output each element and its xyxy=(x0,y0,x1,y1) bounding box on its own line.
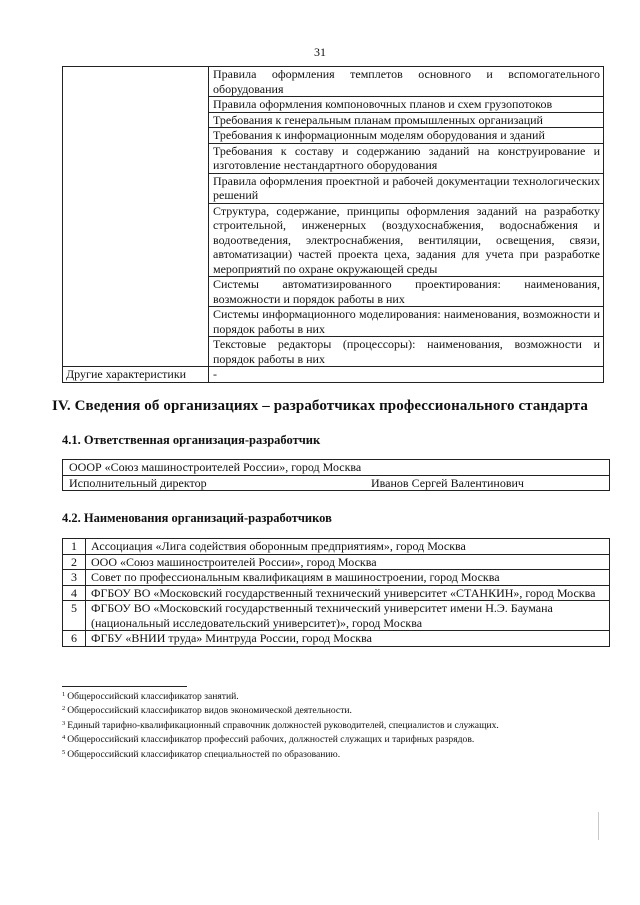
table-row xyxy=(63,585,610,601)
responsible-position: Исполнительный директор xyxy=(63,475,366,491)
row-number: 2 xyxy=(63,554,86,570)
knowledge-item: Требования к генеральным планам промышленных организаций xyxy=(209,112,604,128)
row-number: 6 xyxy=(63,631,86,647)
knowledge-table xyxy=(62,66,604,383)
org-name: ФГБОУ ВО «Московский государственный технический университет «СТАНКИН», город Москва xyxy=(86,585,610,601)
footnote-mark: 4 xyxy=(62,734,66,742)
footnote-mark: 5 xyxy=(62,748,66,756)
table-row xyxy=(63,475,610,491)
knowledge-item: Системы информационного моделирования: наименования, возможности и порядок работы в них xyxy=(209,307,604,337)
footnote-text: Единый тарифно-квалификационный справочник должностей руководителей, специалистов и служащих. xyxy=(67,719,499,731)
org-name: Совет по профессиональным квалификациям в машиностроении, город Москва xyxy=(86,570,610,586)
responsible-org-name: ОООР «Союз машиностроителей России», город Москва xyxy=(63,460,610,476)
responsible-org-heading: 4.1. Ответственная организация-разработчик xyxy=(62,433,321,447)
row-number: 4 xyxy=(63,585,86,601)
footnote-mark: 3 xyxy=(62,719,66,727)
knowledge-item: Текстовые редакторы (процессоры): наименования, возможности и порядок работы в них xyxy=(209,337,604,367)
org-name: ФГБУ «ВНИИ труда» Минтруда России, город Москва xyxy=(86,631,610,647)
knowledge-item: Системы автоматизированного проектирования: наименования, возможности и порядок работы в них xyxy=(209,277,604,307)
footnote-text: Общероссийский классификатор профессий рабочих, должностей служащих и тарифных разрядов. xyxy=(67,734,475,746)
page-number: 31 xyxy=(314,45,326,59)
table-row xyxy=(63,367,604,383)
knowledge-item: Требования к информационным моделям оборудования и зданий xyxy=(209,128,604,144)
row-number: 3 xyxy=(63,570,86,586)
footnote-mark: 2 xyxy=(62,705,66,713)
footnote xyxy=(62,703,602,717)
other-characteristics-value: - xyxy=(209,367,604,383)
table-row xyxy=(63,460,610,476)
row-number: 1 xyxy=(63,539,86,555)
section-title: IV. Сведения об организациях – разработчиках профессионального стандарта xyxy=(51,398,589,414)
knowledge-item: Правила оформления проектной и рабочей документации технологических решений xyxy=(209,173,604,203)
responsible-person: Иванов Сергей Валентинович xyxy=(365,475,610,491)
org-name: ООО «Союз машиностроителей России», город Москва xyxy=(86,554,610,570)
footnote-text: Общероссийский классификатор занятий. xyxy=(67,691,239,702)
table-row xyxy=(63,570,610,586)
footnote-text: Общероссийский классификатор видов экономической деятельности. xyxy=(67,705,352,717)
row-number: 5 xyxy=(63,601,86,631)
developer-orgs-table xyxy=(62,538,610,647)
footnote-divider xyxy=(62,686,187,687)
table-row xyxy=(63,601,610,631)
org-name: Ассоциация «Лига содействия оборонным предприятиям», город Москва xyxy=(86,539,610,555)
table-row xyxy=(63,554,610,570)
footnote xyxy=(62,689,602,703)
knowledge-item: Правила оформления компоновочных планов и схем грузопотоков xyxy=(209,97,604,113)
footnote xyxy=(62,718,602,732)
footnote-mark: 1 xyxy=(62,691,66,698)
other-characteristics-label: Другие характеристики xyxy=(63,367,209,383)
empty-label-cell xyxy=(63,67,209,367)
table-row xyxy=(63,67,604,97)
knowledge-item: Требования к составу и содержанию заданий на конструирование и изготовление нестандартного оборудования xyxy=(209,143,604,173)
org-name: ФГБОУ ВО «Московский государственный технический университет имени Н.Э. Баумана (национальный исследовательский университет)», город Москва xyxy=(86,601,610,631)
knowledge-item: Структура, содержание, принципы оформления заданий на разработку строительной, инженерных (воздухоснабжения, водоснабжения и водоотведения, электроснабжения, вентиляции, освещения, связи, автоматизации) частей проекта цеха, задания для учета при разработке мероприятий по охране окружающей среды xyxy=(209,203,604,277)
table-row xyxy=(63,539,610,555)
developer-orgs-heading: 4.2. Наименования организаций-разработчиков xyxy=(62,511,332,525)
responsible-org-table xyxy=(62,459,610,491)
knowledge-item: Правила оформления темплетов основного и вспомогательного оборудования xyxy=(209,67,604,97)
scan-artifact xyxy=(598,812,599,840)
footnote xyxy=(62,732,602,746)
footnote-text: Общероссийский классификатор специальностей по образованию. xyxy=(67,748,341,760)
table-row xyxy=(63,631,610,647)
footnotes xyxy=(62,689,602,761)
footnote xyxy=(62,747,602,761)
